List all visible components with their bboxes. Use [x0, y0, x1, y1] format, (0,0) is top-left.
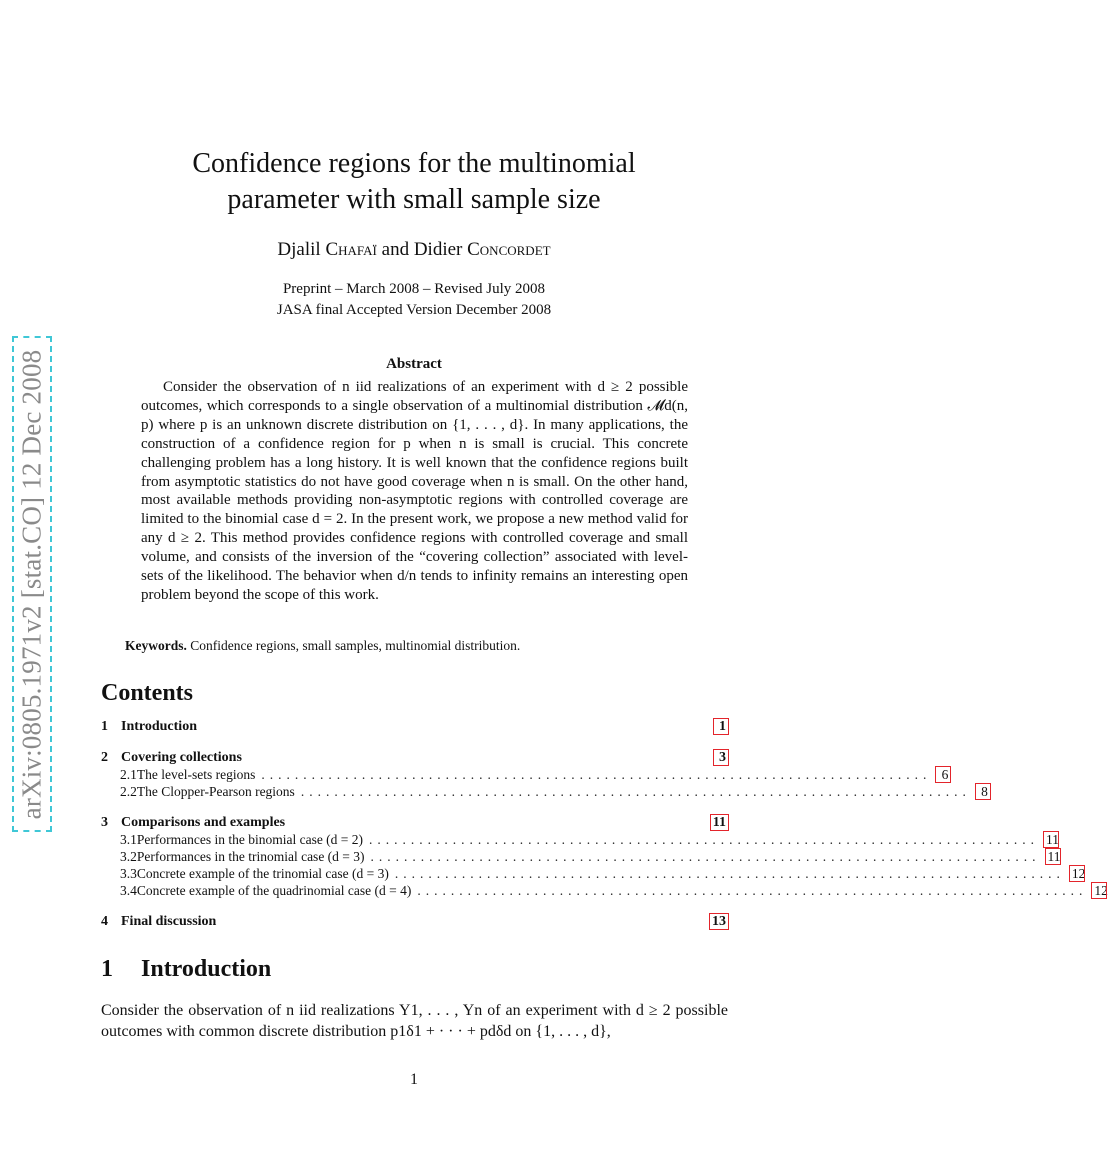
keywords [125, 638, 520, 654]
toc-page-link[interactable]: 12 [1071, 866, 1086, 881]
table-of-contents [101, 719, 1108, 931]
abstract-heading: Abstract [386, 356, 442, 372]
toc-number: 3.3 [120, 866, 137, 881]
toc-label: Final discussion [121, 914, 217, 929]
toc-page-link[interactable]: 11 [1046, 832, 1060, 847]
title-line-2: parameter with small sample size [227, 184, 601, 215]
toc-entry[interactable] [101, 914, 727, 931]
toc-label: Performances in the binomial case (d = 2) [136, 832, 364, 847]
toc-entry[interactable] [101, 719, 727, 736]
page-number: 1 [410, 1071, 418, 1088]
publication-info [0, 279, 828, 321]
toc-label: Concrete example of the quadrinomial case (d = 4) [136, 883, 412, 898]
contents-heading: Contents [101, 680, 194, 706]
toc-entry[interactable]: 3.3 Concrete example of the trinomial case (d = 3) ................................................................................ 12 [120, 866, 1086, 881]
jasa-line: JASA final Accepted Version December 2008 [276, 302, 552, 318]
section-heading [101, 956, 271, 983]
toc-page-link[interactable]: 11 [1047, 849, 1061, 864]
toc-number: 2 [101, 750, 108, 765]
toc-page-link[interactable]: 6 [937, 768, 949, 781]
toc-number: 4 [101, 914, 108, 929]
title-line-1: Confidence regions for the multinomial [192, 148, 636, 179]
toc-page-link[interactable]: 12 [1094, 883, 1108, 898]
toc-page-link[interactable]: 3 [715, 751, 727, 764]
abstract-text: Consider the observation of n iid realizations of an experiment with d ≥ 2 possible outcomes, which corresponds to a single observation of a multinomial distribution 𝓜d(n, p) where p is an unknown discrete distribution on {1, . . . , d}. In many applications, the construction of a confidence region for p when n is small is crucial. This concrete challenging problem has a long history. It is well known that the confidence regions built from asymptotic statistics do not have good coverage when n is small. On the other hand, most available methods providing non-asymptotic regions with controlled coverage are limited to the binomial case d = 2. In the present work, we propose a new method valid for any d ≥ 2. This method provides confidence regions with controlled coverage and small volume, and consists of the inversion of the “covering collection” associated with level-sets of the likelihood. The behavior when d/n tends to infinity remains an interesting open problem beyond the scope of this work. [141, 379, 688, 603]
author1-last: Chafaï [325, 239, 377, 260]
toc-number: 2.1 [120, 767, 137, 782]
toc-entry[interactable]: 3.1 Performances in the binomial case (d = 2) ................................................................................ 11 [120, 832, 1060, 847]
toc-entry[interactable] [101, 815, 727, 832]
author2-last: Concordet [467, 239, 551, 260]
toc-number: 2.2 [120, 784, 137, 799]
toc-number: 3.4 [120, 883, 137, 898]
toc-label: The level-sets regions [136, 767, 256, 782]
toc-entry[interactable]: 2.2 The Clopper-Pearson regions ................................................................................ 8 [120, 784, 988, 799]
toc-label: The Clopper-Pearson regions [136, 784, 295, 799]
preprint-line: Preprint – March 2008 – Revised July 2008 [282, 281, 546, 297]
toc-entry[interactable]: 3.2 Performances in the trinomial case (d = 3) ................................................................................ 11 [120, 849, 1061, 864]
section-number: 1 [101, 956, 113, 982]
keywords-text: Confidence regions, small samples, multinomial distribution. [190, 638, 521, 653]
toc-entry[interactable]: 3.4 Concrete example of the quadrinomial case (d = 4) ................................................................................ 12 [120, 883, 1108, 898]
paper-title [0, 146, 828, 218]
toc-page-link[interactable]: 13 [712, 914, 726, 929]
section-title: Introduction [141, 956, 272, 982]
keywords-label: Keywords. [125, 638, 187, 653]
arxiv-stamp[interactable] [12, 336, 52, 832]
toc-label: Comparisons and examples [121, 815, 286, 830]
toc-number: 1 [101, 719, 108, 734]
intro-paragraph: Consider the observation of n iid realizations Y1, . . . , Yn of an experiment with d ≥ 2 possible outcomes with common discrete distribution p1δ1 + · · · + pdδd on {1, . . . , d}, [101, 1002, 728, 1040]
toc-label: Performances in the trinomial case (d = 3) [136, 849, 365, 864]
toc-page-link[interactable]: 8 [977, 785, 989, 798]
toc-entry[interactable]: 2.1 The level-sets regions ................................................................................ 6 [120, 767, 949, 782]
toc-label: Covering collections [121, 750, 242, 765]
authors-conj: and [381, 239, 410, 260]
toc-page-link[interactable]: 1 [715, 720, 727, 733]
author1-first: Djalil [277, 239, 321, 260]
toc-number: 3.2 [120, 849, 137, 864]
author2-first: Didier [413, 239, 463, 260]
arxiv-identifier: arXiv:0805.1971v2 [stat.CO] 12 Dec 2008 [16, 349, 47, 819]
toc-label: Introduction [121, 719, 197, 734]
toc-label: Concrete example of the trinomial case (d = 3) [136, 866, 389, 881]
toc-number: 3 [101, 815, 108, 830]
toc-number: 3.1 [120, 832, 137, 847]
toc-page-link[interactable]: 11 [712, 815, 726, 830]
authors [0, 239, 828, 261]
toc-entry[interactable] [101, 750, 727, 767]
